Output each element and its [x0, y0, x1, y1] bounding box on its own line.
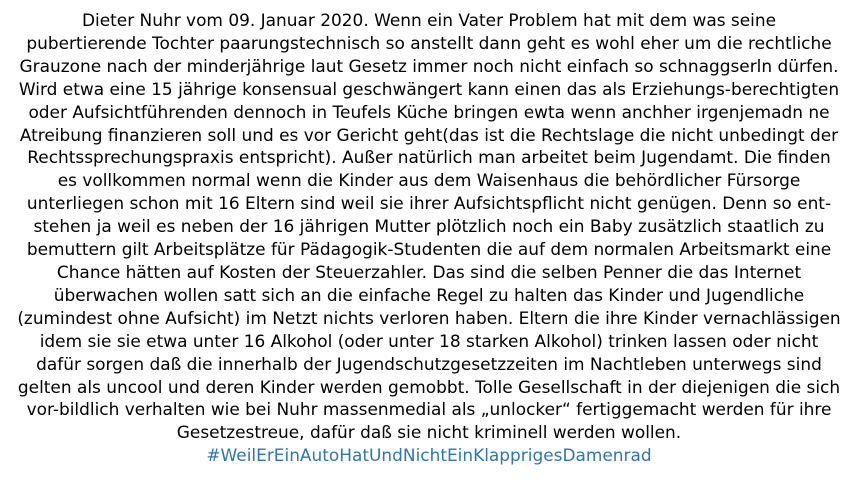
text-line-6: Atreibung finanzieren soll und es vor Gericht geht(das ist die Rechtslage die nicht unbedingt der — [19, 124, 839, 145]
text-line-11: bemuttern gilt Arbeitsplätze für Pädagogik-Studenten die auf dem normalen Arbeitsmarkt eine — [26, 239, 832, 260]
text-line-7: Rechtssprechungspraxis entspricht). Außer natürlich man arbeitet beim Jugendamt. Die finden — [27, 147, 831, 168]
hashtag-link[interactable]: #WeilErEinAutoHatUndNichtEinKlapprigesDamenrad — [206, 445, 652, 466]
text-line-15: idem sie sie etwa unter 16 Alkohol (oder unter 18 starken Alkohol) trinken lassen oder nicht — [39, 330, 819, 351]
text-line-14: (zumindest ohne Aufsicht) im Netzt nichts verloren haben. Eltern die ihre Kinder vernachlässigen — [17, 307, 841, 328]
document-text-block — [0, 9, 858, 467]
text-line-2: pubertierende Tochter paarungstechnisch so anstellt dann geht es wohl eher um die rechtliche — [26, 32, 832, 53]
text-line-16: dafür sorgen daß die innerhalb der Jugendschutzgesetzzeiten im Nachtleben unterwegs sind — [36, 353, 822, 374]
text-line-4: Wird etwa eine 15 jährige konsensual geschwängert kann einen das als Erziehungs-berechtigten — [18, 78, 840, 99]
text-line-13: überwachen wollen satt sich an die einfache Regel zu halten das Kinder und Jugendliche — [53, 284, 805, 305]
text-line-12: Chance hätten auf Kosten der Steuerzahler. Das sind die selben Penner die das Internet — [56, 261, 802, 282]
text-line-1: Dieter Nuhr vom 09. Januar 2020. Wenn ein Vater Problem hat mit dem was seine — [81, 10, 777, 30]
text-line-10: stehen ja weil es neben der 16 jährigen Mutter plötzlich noch ein Baby zusätzlich staatlich zu — [33, 216, 825, 237]
text-line-18: vor-bildlich verhalten wie bei Nuhr massenmedial als „unlocker“ fertiggemacht werden für ihre — [26, 399, 832, 420]
text-line-5: oder Aufsichtführenden dennoch in Teufels Küche bringen ewta wenn anchher irgenjemadn ne — [28, 101, 830, 122]
text-line-8: es vollkommen normal wenn die Kinder aus dem Waisenhaus die behördlicher Fürsorge — [57, 170, 801, 191]
text-line-19: Gesetzestreue, dafür daß sie nicht kriminell werden wollen. — [176, 422, 682, 443]
text-line-3: Grauzone nach der minderjährige laut Gesetz immer noch nicht einfach so schnaggserln dürfen. — [19, 55, 839, 76]
text-line-17: gelten als uncool und deren Kinder werden gemobbt. Tolle Gesellschaft in der diejenigen die sich — [17, 376, 841, 397]
text-line-9: unterliegen schon mit 16 Eltern sind weil sie ihrer Aufsichtspflicht nicht genügen. Denn so ent- — [26, 193, 832, 214]
